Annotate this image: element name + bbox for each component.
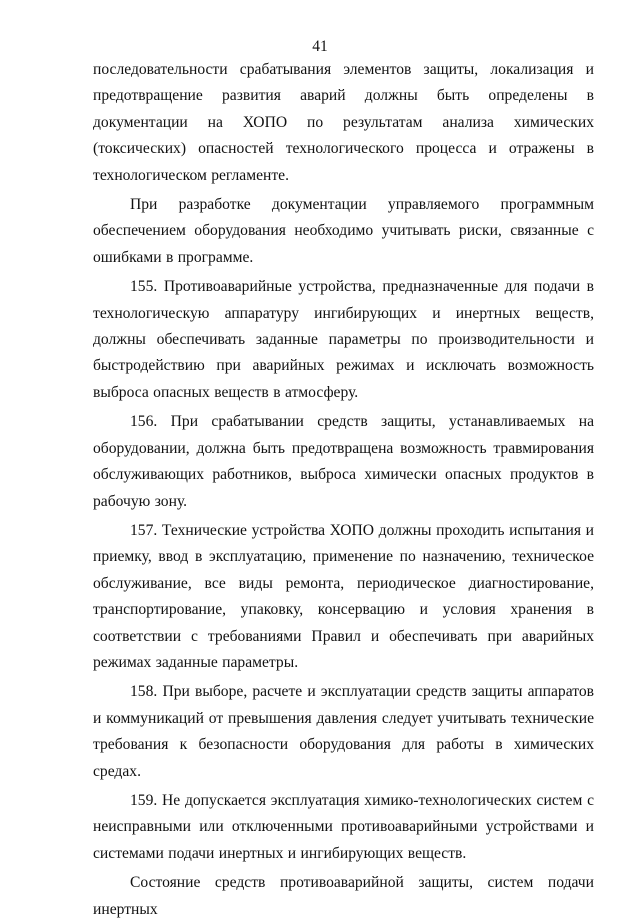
paragraph-158: 158. При выборе, расчете и эксплуатации средств защиты аппаратов и коммуникаций от превышения давления следует учитывать технические требования к безопасности оборудования для работы в химических средах. [93,683,594,780]
paragraph-software-risks: При разработке документации управляемого программным обеспечением оборудования необходимо учитывать риски, связанные с ошибками в программе. [93,196,594,266]
paragraph-159: 159. Не допускается эксплуатация химико-технологических систем с неисправными или отключенными противоаварийными устройствами и системами подачи инертных и ингибирующих веществ. [93,791,594,862]
paragraph-156: 156. При срабатывании средств защиты, устанавливаемых на оборудовании, должна быть предотвращена возможность травмирования обслуживающих работников, выброса химически опасных продуктов в рабочую зону. [93,413,594,510]
document-body [93,57,594,923]
paragraph-protection-state: Состояние средств противоаварийной защиты, систем подачи инертных [93,874,594,918]
paragraph-continuation: последовательности срабатывания элементов защиты, локализация и предотвращение развития аварий должны быть определены в документации на ХОПО по результатам анализа химических (токсических) опасностей технологического процесса и отражены в технологическом регламенте. [93,61,594,184]
paragraph-157: 157. Технические устройства ХОПО должны проходить испытания и приемку, ввод в эксплуатацию, применение по назначению, техническое обслуживание, все виды ремонта, периодическое диагностирование, транспортирование, упаковку, консервацию и условия хранения в соответствии с требованиями Правил и обеспечивать при аварийных режимах заданные параметры. [93,521,594,671]
paragraph-155: 155. Противоаварийные устройства, предназначенные для подачи в технологическую аппаратуру ингибирующих и инертных веществ, должны обеспечивать заданные параметры по производительности и быстродействию при аварийных режимах и исключать возможность выброса опасных веществ в атмосферу. [93,278,594,401]
page-number: 41 [312,38,328,55]
